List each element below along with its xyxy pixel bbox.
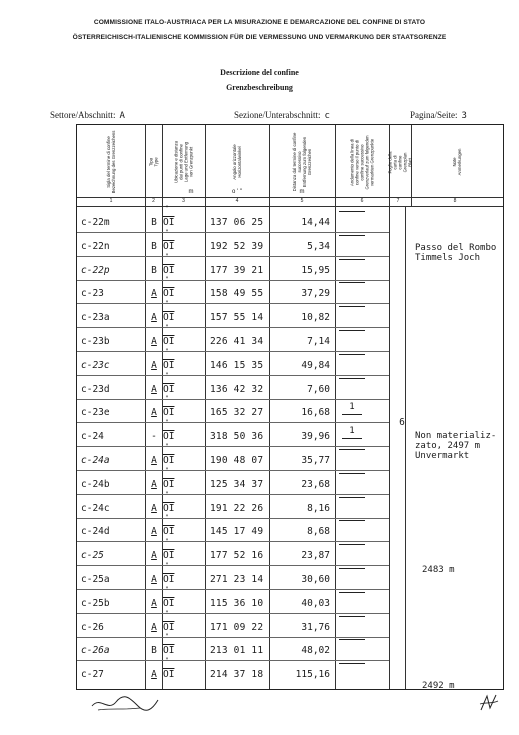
row-distance: 14,44 [301, 217, 330, 228]
row-divider [77, 541, 389, 542]
sector-label: Settore/Abschnitt: [50, 110, 116, 120]
col-number: 5 [300, 198, 304, 204]
row-id: c-26a [81, 645, 110, 657]
row-angle: 157 55 14 [210, 312, 264, 324]
row-divider [77, 660, 389, 661]
row-distance: 8,68 [307, 526, 330, 538]
table-row: c-22m B " $\overline{OI}$ 137 06 25 14,44 [77, 211, 503, 234]
row-course-mark: 1 [338, 425, 366, 448]
row-divider [77, 637, 389, 638]
table-row: c-25 A " $\overline{OI}$ 177 52 16 23,87 [77, 544, 503, 567]
row-type: B [151, 645, 157, 657]
signature-right [478, 692, 500, 714]
row-id: c-23d [81, 383, 110, 395]
row-angle: 171 09 22 [210, 621, 264, 633]
row-angle: 115 36 10 [210, 597, 264, 609]
row-id: c-23c [81, 359, 110, 371]
table-row: c-26a B " $\overline{OI}$ 213 01 11 48,02 [77, 639, 503, 662]
row-type: A [151, 478, 157, 490]
row-angle: 137 06 25 [210, 217, 264, 228]
row-type: B [151, 217, 157, 228]
col-header-angle: Angolo orizzontale Horizontalwinkel [232, 144, 242, 180]
row-course-dash [338, 544, 366, 567]
row-course-dash [338, 449, 366, 472]
row-angle: 213 01 11 [210, 645, 264, 657]
row-id: c-22n [81, 240, 110, 252]
row-distance: 16,68 [301, 407, 330, 419]
table-row: c-22n B " $\overline{OI}$ 192 52 39 5,34 [77, 235, 503, 258]
col-header-notes: Note Anmerkungen [452, 148, 462, 176]
row-type: A [151, 574, 157, 585]
row-course-dash [338, 639, 366, 662]
page-value: 3 [461, 111, 467, 121]
row-angle: 318 50 36 [210, 431, 264, 443]
row-course-dash [338, 497, 366, 520]
row-type: B [151, 264, 157, 276]
section-value: c [324, 111, 330, 121]
col-number: 7 [396, 198, 400, 204]
row-distance: 8,16 [307, 502, 330, 514]
row-divider [77, 375, 389, 376]
table-row: c-24d A " $\overline{OI}$ 145 17 49 8,68 [77, 520, 503, 543]
row-divider [77, 303, 389, 304]
row-angle: 271 23 14 [210, 574, 264, 585]
boundary-table [76, 124, 504, 690]
table-row: c-27 A " $\overline{OI}$ 214 37 18 115,16 [77, 663, 503, 686]
section-field [234, 110, 330, 121]
row-type: A [151, 621, 157, 633]
row-divider [77, 256, 389, 257]
table-row: c-22p B " $\overline{OI}$ 177 39 21 15,95 [77, 259, 503, 282]
row-type: A [151, 455, 157, 466]
note-altitude-c25: 2483 m [422, 565, 455, 575]
row-angle: 177 52 16 [210, 550, 264, 562]
row-id: c-24a [81, 455, 110, 466]
col-header-location: Ubicazione e distanza dai punti di confine Lage und Entfernung von Grenzpunkt [173, 140, 194, 184]
col-number: 4 [235, 198, 239, 204]
row-course-dash [338, 616, 366, 639]
col-number: 6 [360, 198, 364, 204]
row-type: B [151, 240, 157, 252]
row-distance: 31,76 [301, 621, 330, 633]
col-header-course: Andamento della linea di confine verso il punto di confine successivo Grenzverlauf zum folgenden vermarkten Grenzpunkte [349, 135, 375, 189]
row-angle: 125 34 37 [210, 478, 264, 490]
note-passo-rombo: Passo del Rombo Timmels Joch [415, 243, 497, 263]
row-distance: 10,82 [301, 312, 330, 324]
row-type: A [151, 383, 157, 395]
table-row: c-23d A " $\overline{OI}$ 136 42 32 7,60 [77, 378, 503, 401]
row-type: A [151, 288, 157, 300]
document-title-de: Grenzbeschreibung [226, 83, 293, 92]
col-header-type: Tipo Type [148, 157, 159, 167]
table-row: c-24 - " $\overline{OI}$ 318 50 36 39,96 1 [77, 425, 503, 448]
row-type: A [151, 526, 157, 538]
row-type: A [151, 597, 157, 609]
col-header-distance: Distanza dal termine di confine successivo Entfernung zum folgenden Grenzzeichen [292, 132, 312, 192]
header-divider [77, 206, 503, 207]
row-distance: 7,14 [307, 336, 330, 347]
row-course-dash [338, 306, 366, 329]
loc-unit: m [188, 189, 194, 195]
row-type: A [151, 312, 157, 324]
row-distance: 15,95 [301, 264, 330, 276]
row-course-dash [338, 473, 366, 496]
row-course-dash [338, 568, 366, 591]
row-divider [77, 470, 389, 471]
row-angle: 177 39 21 [210, 264, 264, 276]
row-id: c-25a [81, 574, 110, 585]
commission-header-it: COMMISSIONE ITALO-AUSTRIACA PER LA MISURAZIONE E DEMARCAZIONE DEL CONFINE DI STATO [93, 19, 426, 26]
row-id: c-23a [81, 312, 110, 324]
table-row: c-24b A " $\overline{OI}$ 125 34 37 23,68 [77, 473, 503, 496]
row-type: A [151, 550, 157, 562]
row-id: c-22p [81, 264, 110, 276]
row-id: c-23b [81, 336, 110, 347]
col-number: 2 [152, 198, 155, 204]
row-distance: 37,29 [301, 288, 330, 300]
row-id: c-22m [81, 217, 110, 228]
row-type: A [151, 669, 157, 681]
col-number: 3 [182, 198, 185, 204]
row-divider [77, 280, 389, 281]
page-field [410, 110, 467, 121]
col-header-id: Sigla del termine di confine Bezeichnung des Grenzzeichens [106, 130, 116, 194]
row-divider [77, 351, 389, 352]
row-course-mark: 1 [338, 401, 366, 424]
row-course-dash [338, 235, 366, 258]
row-distance: 30,60 [301, 574, 330, 585]
row-id: c-24d [81, 526, 110, 538]
note-altitude-c27: 2492 m [422, 681, 455, 691]
dist-unit: m [299, 189, 305, 195]
row-angle: 145 17 49 [210, 526, 264, 538]
row-angle: 136 42 32 [210, 383, 264, 395]
row-divider [77, 327, 389, 328]
row-angle: 165 32 27 [210, 407, 264, 419]
row-course-dash [338, 354, 366, 377]
row-course-dash [338, 663, 366, 686]
row-course-dash [338, 259, 366, 282]
table-row: c-23e A " $\overline{OI}$ 165 32 27 16,68 1 [77, 401, 503, 424]
table-row: c-23c A " $\overline{OI}$ 146 15 35 49,84 [77, 354, 503, 377]
sheet-number: 6 [399, 417, 405, 428]
document-title-it: Descrizione del confine [220, 68, 299, 77]
table-row: c-23 A " $\overline{OI}$ 158 49 55 37,29 [77, 282, 503, 305]
row-distance: 23,68 [301, 478, 330, 490]
sector-value: A [119, 111, 125, 121]
col-header-sheet: Foglio della carta di confine Grenzplan Blatt [387, 151, 413, 173]
row-angle: 226 41 34 [210, 336, 264, 347]
row-distance: 5,34 [307, 240, 330, 252]
row-course-dash [338, 592, 366, 615]
table-row: c-23b A " $\overline{OI}$ 226 41 34 7,14 [77, 330, 503, 353]
row-distance: 35,77 [301, 455, 330, 466]
row-distance: 40,03 [301, 597, 330, 609]
table-row: c-25b A " $\overline{OI}$ 115 36 10 40,03 [77, 592, 503, 615]
table-row: c-26 A " $\overline{OI}$ 171 09 22 31,76 [77, 616, 503, 639]
row-type: A [151, 336, 157, 347]
row-type: A [151, 502, 157, 514]
row-angle: 190 48 07 [210, 455, 264, 466]
row-angle: 214 37 18 [210, 669, 264, 681]
row-distance: 39,96 [301, 431, 330, 443]
row-distance: 23,87 [301, 550, 330, 562]
table-row: c-23a A " $\overline{OI}$ 157 55 14 10,82 [77, 306, 503, 329]
row-distance: 7,60 [307, 383, 330, 395]
row-id: c-27 [81, 669, 104, 681]
sector-field [50, 110, 125, 121]
signature-left [90, 694, 160, 714]
page-label: Pagina/Seite: [410, 110, 458, 120]
row-angle: 192 52 39 [210, 240, 264, 252]
row-course-dash [338, 520, 366, 543]
table-row: c-24a A " $\overline{OI}$ 190 48 07 35,77 [77, 449, 503, 472]
row-id: c-25b [81, 597, 110, 609]
row-divider [77, 565, 389, 566]
row-id: c-24c [81, 502, 110, 514]
row-divider [77, 446, 389, 447]
row-id: c-24b [81, 478, 110, 490]
table-row: c-25a A " $\overline{OI}$ 271 23 14 30,60 [77, 568, 503, 591]
note-non-materializzato: Non materializ- zato, 2497 m Unvermarkt [415, 431, 497, 461]
row-angle: 191 22 26 [210, 502, 264, 514]
row-divider [77, 494, 389, 495]
row-divider [77, 589, 389, 590]
row-id: c-23 [81, 288, 104, 300]
row-id: c-24 [81, 431, 104, 443]
table-row: c-24c A " $\overline{OI}$ 191 22 26 8,16 [77, 497, 503, 520]
row-angle: 158 49 55 [210, 288, 264, 300]
row-divider [77, 613, 389, 614]
row-divider [77, 518, 389, 519]
row-course-dash [338, 330, 366, 353]
section-label: Sezione/Unterabschnitt: [234, 110, 321, 120]
row-id: c-25 [81, 550, 104, 562]
row-type: A [151, 359, 157, 371]
row-distance: 115,16 [295, 669, 330, 681]
row-type: - [151, 431, 157, 443]
commission-header-de: ÖSTERREICHISCH-ITALIENISCHE KOMMISSION FÜR DIE VERMESSUNG UND VERMARKUNG DER STAATSGRENZE [72, 34, 447, 41]
col-number: 1 [109, 198, 113, 204]
row-course-dash [338, 282, 366, 305]
row-type: A [151, 407, 157, 419]
angle-unit: o ' " [232, 189, 242, 195]
col-number: 8 [453, 198, 457, 204]
row-course [339, 663, 365, 687]
row-angle: 146 15 35 [210, 359, 264, 371]
row-id: c-26 [81, 621, 104, 633]
row-divider [77, 232, 389, 233]
row-distance: 49,84 [301, 359, 330, 371]
row-course-dash [338, 211, 366, 234]
row-distance: 48,02 [301, 645, 330, 657]
row-id: c-23e [81, 407, 110, 419]
